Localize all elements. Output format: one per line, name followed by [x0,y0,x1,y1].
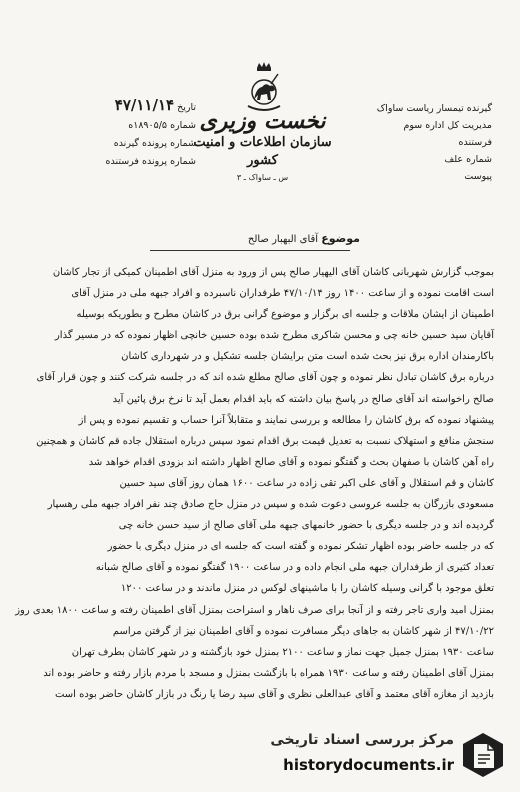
date-label: تاریخ [177,102,196,113]
body-line: مسعودی بازرگان به جلسه عروسی دعوت شده و سپس در منزل حاج صادق چند نفر افراد جبهه ملی رهسپار [47,499,494,511]
body-line: بمنزل آقای اطمینان رفته و ساعت ۱۹۳۰ همراه با بازگشت بمنزل و مسجد با مردم بازار رفته و حاضر بوده اند [43,667,494,679]
date-value: ۴۷/۱۱/۱۴ [114,96,175,114]
body-line: سنجش منافع و استهلاک نسبت به تعدیل قیمت برق اقدام نمود سپس درباره استقلال جاده قم کاشان و همچنین [36,435,494,447]
recipient-file-number: شماره پرونده گیرنده [113,138,196,149]
form-code: س ـ ساواک ـ ۳ [236,173,289,182]
archive-name: مرکز بررسی اسناد تاریخی [270,732,454,748]
subject-value: آقای البهبار صالح [247,234,319,245]
date-row [66,96,196,117]
body-line: صالح راخواسته اند آقای صالح در پاسخ بیان داشته که باید اقدام بعمل آید تا نرخ برق پائین آید [112,393,494,405]
attachment-line: پیوست [464,171,492,182]
body-line: بازدید از مغازه آقای معتمد و آقای عبدالعلی نظری و آقای سید رضا یا رنگ در بازار کاشان حاضر بوده است [54,688,494,700]
document-archive-logo-icon [458,730,508,780]
body-line: بمنزل امید واری تاجر رفته و از آنجا برای صرف ناهار و استراحت بمنزل آقای اطمینان رفته و ساعت ۱۸۰۰ بعدی روز [15,604,494,616]
reference-block [66,96,196,171]
body-line: راه آهن کاشان با صفهان بحث و گفتگو نموده و آقای صالح اظهار داشته اند بزودی اقدام خواهد شد [88,456,494,468]
archive-watermark [270,726,510,784]
reference-line: شماره علف [444,154,492,165]
agency-name: سازمان اطلاعات و امنیت کشور [193,135,332,168]
body-line: ۴۷/۱۰/۲۲ از شهر کاشان به جاهای دیگر مسافرت نموده و آقای اطمینان نیز از گرفتن مراسم [112,625,494,637]
subject-underline [150,250,350,251]
body-line: بموجب گزارش شهربانی کاشان آقای الیهیار صالح پس از ورود به منزل آقای اطمینان کمیکی از تجار کاشان [52,267,494,278]
body-line: تعداد کثیری از طرفداران جبهه ملی انجام داده و در ساعت ۱۹۰۰ گفتگو نموده و آقای صالح شبانه [95,562,494,574]
body-line: پیشنهاد نموده که برق کاشان را مطالعه و بررسی نمایند و متقابلاً آنرا حساب و تقسیم نموده و پس از [78,414,494,426]
body-line: تعلق موجود با گرانی وسیله کاشان را با ماشینهای لوکس در منزل ماندند و در ساعت ۱۲۰۰ [120,583,494,595]
letter-body [15,262,494,705]
body-line: باکارمندان اداره برق نیز بحث شده است متن برایشان جلسه تشکیل و در شهرداری کاشان [121,351,494,363]
subject-label: موضوع [321,232,360,245]
subject-line [150,232,360,245]
body-line: است اقامت نموده و از ساعت ۱۴۰۰ روز ۴۷/۱۰/۱۴ طرفداران ناسبرده و افراد جبهه ملی در منزل آقای [71,288,494,300]
number-value: ۱۸۹۰۵/۵ه [128,120,168,131]
body-line: گردیده اند و در جلسه دیگری با حضور خانمهای جبهه ملی آقای صالح از سید حسن خانه چی [118,520,494,532]
ministry-name: نخست وزیری [199,108,326,134]
department-line: مدیریت کل اداره سوم [403,120,492,131]
archive-site: historydocuments.ir [283,756,454,774]
body-line: ساعت ۱۹۳۰ بمنزل جمیل جهت نماز و ساعت ۲۱۰۰ بمنزل خود بازگشته و در شهر کاشان بطرف تهران [71,646,494,658]
recipient-block [342,100,492,185]
body-line: کاشان و قم استقلال و آقای علی اکبر تقی زاده در ساعت ۱۶۰۰ همان روز آقای سید حسین [119,477,494,489]
body-line: آقایان سید حسین خانه چی و محسن شاکری مطرح شده بوده حسین خانچی اظهار نموده که در مسیر گذار [54,330,494,342]
number-label: شماره [170,120,196,131]
body-line: که در جلسه حاضر بوده اظهار تشکر نموده و گفته است که جلسه ای در منزل دیگری با حضور [107,541,494,553]
body-line: اطمینان از ایشان ملاقات و جلسه ای برگزار و موضوع گرانی برق در کاشان مطرح و بطوریکه بوسیله [76,309,494,321]
sender-file-number: شماره پرونده فرستنده [105,156,196,167]
organization-header [190,108,335,184]
number-row [66,117,196,135]
sender-line: فرستنده [458,137,492,148]
lion-and-sun-emblem-icon [244,62,284,112]
body-line: درباره برق کاشان تبادل نظر نموده و چون آقای صالح مطلع شده اند که در جلسه شرکت کنند و چون قرار آقای [36,372,494,384]
recipient-line: گیرنده تیمسار ریاست ساواک [376,103,492,114]
